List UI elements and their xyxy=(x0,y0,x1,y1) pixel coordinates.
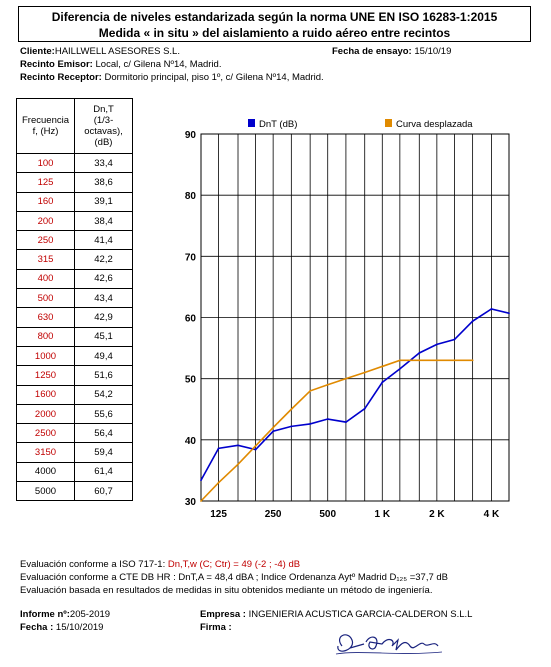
x-tick-label: 1 K xyxy=(374,509,391,520)
test-date-line xyxy=(332,46,451,57)
dnt-header-line3: octavas), xyxy=(84,126,123,137)
table-row xyxy=(17,346,133,365)
frequency-cell: 5000 xyxy=(17,482,75,501)
y-tick-label: 80 xyxy=(184,191,196,203)
dnt-value-cell: 59,4 xyxy=(75,443,133,462)
series-point xyxy=(436,344,438,346)
dnt-value-cell: 55,6 xyxy=(75,404,133,423)
series-point xyxy=(454,339,456,341)
dnt-value-cell: 42,6 xyxy=(75,269,133,288)
series-point xyxy=(272,430,274,432)
series-line-shifted-curve xyxy=(201,360,473,501)
series-point xyxy=(290,425,292,427)
report-number-label: Informe nº: xyxy=(20,609,70,620)
title-line-1: Diferencia de niveles estandarizada según la norma UNE EN ISO 16283-1:2015 xyxy=(51,10,498,24)
frequency-cell: 3150 xyxy=(17,443,75,462)
table-row xyxy=(17,250,133,269)
series-point xyxy=(345,421,347,423)
emitter-label: Recinto Emisor: xyxy=(20,59,93,70)
series-point xyxy=(200,500,202,502)
y-tick-label: 60 xyxy=(184,313,196,325)
table-row xyxy=(17,482,133,501)
test-date-label: Fecha de ensayo: xyxy=(332,46,412,57)
legend-swatch xyxy=(248,119,255,127)
report-date-value: 15/10/2019 xyxy=(55,622,104,633)
dnt-header-line4: (dB) xyxy=(94,137,113,148)
dnt-value-cell: 42,2 xyxy=(75,250,133,269)
series-point xyxy=(309,423,311,425)
table-row xyxy=(17,462,133,481)
series-point xyxy=(436,359,438,361)
table-row xyxy=(17,424,133,443)
dnt-value-cell: 38,6 xyxy=(75,173,133,192)
series-point xyxy=(418,359,420,361)
dnt-value-cell: 43,4 xyxy=(75,289,133,308)
frequency-cell: 1000 xyxy=(17,346,75,365)
x-tick-label: 125 xyxy=(210,509,227,520)
series-point xyxy=(327,418,329,420)
frequency-cell: 1250 xyxy=(17,366,75,385)
dnt-header xyxy=(75,99,133,154)
table-row xyxy=(17,308,133,327)
table-row xyxy=(17,269,133,288)
series-point xyxy=(472,320,474,322)
series-point xyxy=(200,479,202,481)
frequency-cell: 2000 xyxy=(17,404,75,423)
series-point xyxy=(381,366,383,368)
x-tick-label: 2 K xyxy=(429,509,445,520)
report-date-label: Fecha : xyxy=(20,622,54,633)
emitter-value: Local, c/ Gilena Nº14, Madrid. xyxy=(95,59,222,70)
company-label: Empresa : xyxy=(200,609,246,620)
series-point xyxy=(399,359,401,361)
y-tick-label: 30 xyxy=(184,497,196,508)
series-point xyxy=(255,449,257,451)
frequency-cell: 400 xyxy=(17,269,75,288)
series-point xyxy=(364,408,366,410)
client-label: Cliente: xyxy=(20,46,55,57)
freq-header-line2: f, (Hz) xyxy=(32,126,59,137)
frequency-cell: 315 xyxy=(17,250,75,269)
series-point xyxy=(218,447,220,449)
series-point xyxy=(381,381,383,383)
series-point xyxy=(237,463,239,465)
handwritten-signature xyxy=(330,626,450,660)
receiver-value: Dormitorio principal, piso 1º, c/ Gilena Nº14, Madrid. xyxy=(104,72,324,83)
company-value: INGENIERIA ACUSTICA GARCIA-CALDERON S.L.L xyxy=(248,609,473,620)
series-point xyxy=(491,308,493,310)
table-row xyxy=(17,192,133,211)
frequency-cell: 100 xyxy=(17,154,75,173)
series-point xyxy=(418,352,420,354)
evaluation-note: Evaluación basada en resultados de medidas in situ obtenidos mediante un método de ingeniería. xyxy=(20,585,433,596)
series-point xyxy=(255,445,257,447)
dnt-value-cell: 39,1 xyxy=(75,192,133,211)
table-row xyxy=(17,443,133,462)
table-row xyxy=(17,211,133,230)
legend-label: Curva desplazada xyxy=(396,119,473,130)
dnt-value-cell: 38,4 xyxy=(75,211,133,230)
series-point xyxy=(272,427,274,429)
company-line xyxy=(200,609,472,620)
series-point xyxy=(508,312,510,314)
dnt-value-cell: 41,4 xyxy=(75,231,133,250)
dnt-value-cell: 33,4 xyxy=(75,154,133,173)
legend-label: DnT (dB) xyxy=(259,119,298,130)
series-point xyxy=(472,359,474,361)
series-point xyxy=(309,390,311,392)
frequency-table-body xyxy=(17,154,133,501)
series-point xyxy=(237,444,239,446)
report-title xyxy=(18,6,531,42)
frequency-cell: 2500 xyxy=(17,424,75,443)
dnt-value-cell: 45,1 xyxy=(75,327,133,346)
series-point xyxy=(345,378,347,380)
dnt-chart xyxy=(180,112,520,532)
frequency-cell: 200 xyxy=(17,211,75,230)
freq-header-line1: Frecuencia xyxy=(22,115,69,126)
x-tick-label: 4 K xyxy=(483,509,500,520)
table-row xyxy=(17,289,133,308)
frequency-cell: 160 xyxy=(17,192,75,211)
dnt-value-cell: 42,9 xyxy=(75,308,133,327)
x-tick-label: 500 xyxy=(319,509,337,520)
table-row xyxy=(17,385,133,404)
table-row xyxy=(17,173,133,192)
cte-evaluation: Evaluación conforme a CTE DB HR : DnT,A = 48,4 dBA ; Indice Ordenanza Aytº Madrid D₁₂₅ =37,7 dB xyxy=(20,572,449,583)
series-point xyxy=(454,359,456,361)
series-point xyxy=(290,408,292,410)
table-row xyxy=(17,366,133,385)
receiver-label: Recinto Receptor: xyxy=(20,72,102,83)
receiver-line xyxy=(20,72,324,83)
client-line xyxy=(20,46,180,57)
iso-evaluation xyxy=(20,559,300,570)
client-value: HAILLWELL ASESORES S.L. xyxy=(54,46,180,57)
frequency-cell: 800 xyxy=(17,327,75,346)
freq-header xyxy=(17,99,75,154)
signature-line xyxy=(200,622,232,633)
dnt-value-cell: 49,4 xyxy=(75,346,133,365)
frequency-cell: 4000 xyxy=(17,462,75,481)
test-date-value: 15/10/19 xyxy=(414,46,452,57)
signature-label: Firma : xyxy=(200,622,232,633)
frequency-table xyxy=(16,98,133,501)
title-line-2: Medida « in situ » del aislamiento a ruido aéreo entre recintos xyxy=(98,26,451,40)
dnt-value-cell: 56,4 xyxy=(75,424,133,443)
y-tick-label: 90 xyxy=(184,130,196,141)
table-row xyxy=(17,327,133,346)
series-point xyxy=(218,482,220,484)
series-point xyxy=(364,372,366,374)
table-row xyxy=(17,231,133,250)
dnt-header-line1: Dn,T xyxy=(93,104,114,115)
y-tick-label: 40 xyxy=(184,435,196,447)
frequency-cell: 630 xyxy=(17,308,75,327)
dnt-value-cell: 54,2 xyxy=(75,385,133,404)
frequency-cell: 125 xyxy=(17,173,75,192)
frequency-cell: 500 xyxy=(17,289,75,308)
report-number-line xyxy=(20,609,110,620)
table-row xyxy=(17,154,133,173)
dnt-header-line2: (1/3- xyxy=(93,115,114,126)
report-number-value: 205-2019 xyxy=(69,609,111,620)
emitter-line xyxy=(20,59,221,70)
series-point xyxy=(399,368,401,370)
legend-swatch xyxy=(385,119,392,127)
report-date-line xyxy=(20,622,103,633)
dnt-value-cell: 60,7 xyxy=(75,482,133,501)
frequency-cell: 250 xyxy=(17,231,75,250)
dnt-value-cell: 61,4 xyxy=(75,462,133,481)
table-row xyxy=(17,404,133,423)
dnt-value-cell: 51,6 xyxy=(75,366,133,385)
y-tick-label: 50 xyxy=(184,374,196,386)
series-point xyxy=(327,384,329,386)
iso-value: Dn,T,w (C; Ctr) = 49 (-2 ; -4) dB xyxy=(167,559,301,570)
y-tick-label: 70 xyxy=(184,252,196,264)
frequency-cell: 1600 xyxy=(17,385,75,404)
x-tick-label: 250 xyxy=(264,509,282,520)
iso-label: Evaluación conforme a ISO 717-1: xyxy=(20,559,166,570)
